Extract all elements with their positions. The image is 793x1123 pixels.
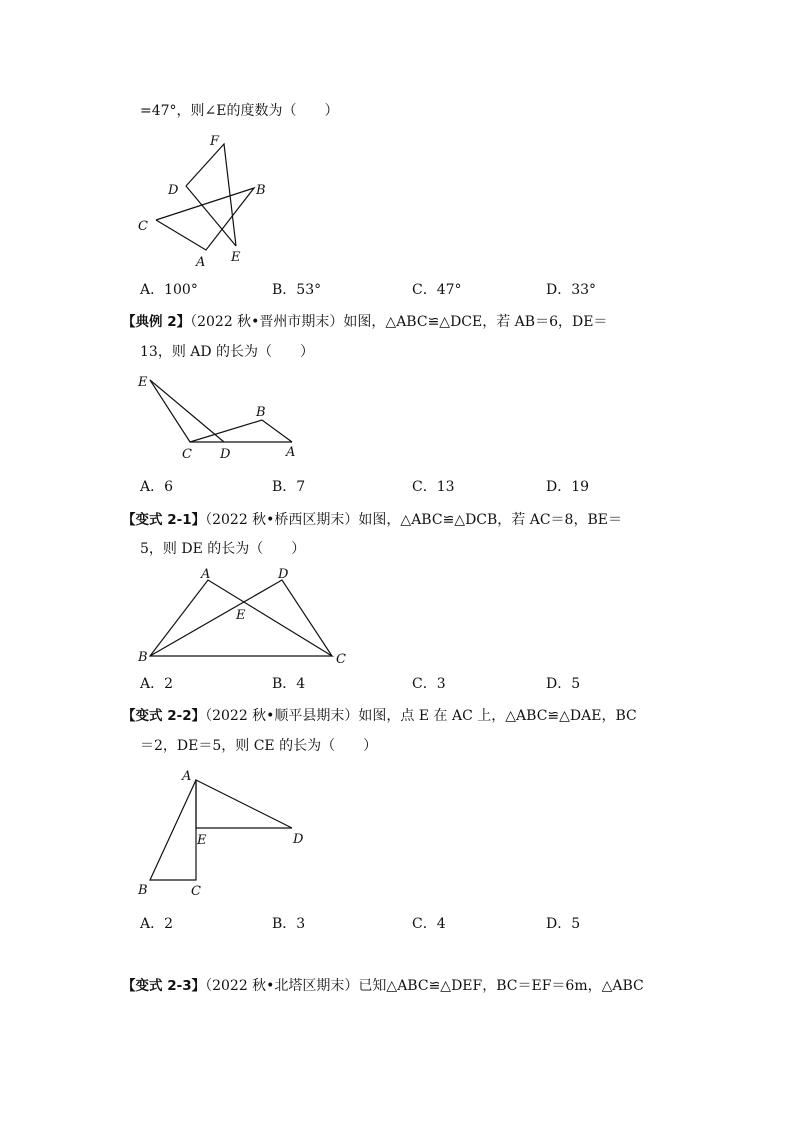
- q1-label-f: F: [210, 134, 220, 149]
- q1-label-b: B: [256, 183, 266, 198]
- q1-option-a[interactable]: A．100°: [140, 282, 198, 298]
- q4-label-d: D: [293, 832, 304, 847]
- q4-label-e: E: [197, 833, 207, 848]
- q4-tag: 【变式 2-2】: [122, 708, 206, 724]
- q3-label-a: A: [201, 567, 211, 582]
- q2-tag: 【典例 2】: [122, 314, 191, 330]
- q4-option-d[interactable]: D．5: [546, 916, 581, 932]
- q2-option-d[interactable]: D．19: [546, 479, 590, 495]
- q4-label-c: C: [191, 884, 201, 899]
- q3-stem-line2: 5，则 DE 的长为（ ）: [140, 541, 306, 557]
- q4-option-a[interactable]: A．2: [140, 916, 174, 932]
- q2-label-b: B: [256, 405, 266, 420]
- q3-text-line1: （2022 秋•桥西区期末）如图，△ABC≌△DCB，若 AC＝8，BE＝: [205, 512, 622, 528]
- q4-figure-triangle-ade: [196, 780, 292, 828]
- q5-tag: 【变式 2-3】: [122, 978, 206, 994]
- q4-text-line1: （2022 秋•顺平县期末）如图，点 E 在 AC 上，△ABC≌△DAE，BC: [205, 708, 637, 724]
- q3-label-e: E: [236, 608, 246, 623]
- q4-label-b: B: [138, 883, 148, 898]
- q1-option-b[interactable]: B．53°: [272, 282, 322, 298]
- q1-label-c: C: [138, 219, 148, 234]
- q2-label-a: A: [286, 445, 296, 460]
- q3-tag: 【变式 2-1】: [122, 512, 206, 528]
- q2-option-a[interactable]: A．6: [140, 479, 174, 495]
- q1-stem-tail: =47°，则∠E的度数为（ ）: [140, 103, 339, 119]
- q3-label-d: D: [278, 567, 289, 582]
- q2-option-b[interactable]: B．7: [272, 479, 306, 495]
- q4-option-b[interactable]: B．3: [272, 916, 306, 932]
- q3-label-b: B: [138, 650, 148, 665]
- q3-option-a[interactable]: A．2: [140, 676, 174, 692]
- q2-label-e: E: [138, 375, 148, 390]
- q1-label-e: E: [231, 250, 241, 265]
- q5-stem-line1: [122, 976, 644, 996]
- q2-label-c: C: [182, 447, 192, 462]
- q1-label-d: D: [168, 183, 179, 198]
- q4-stem-line2: ＝2，DE＝5，则 CE 的长为（ ）: [140, 738, 378, 754]
- q4-option-c[interactable]: C．4: [412, 916, 446, 932]
- q2-stem-line2: 13，则 AD 的长为（ ）: [140, 344, 315, 360]
- q2-text-line1: （2022 秋•晋州市期末）如图，△ABC≌△DCE，若 AB＝6，DE＝: [190, 314, 608, 330]
- q3-option-c[interactable]: C．3: [412, 676, 446, 692]
- q1-option-d[interactable]: D．33°: [546, 282, 597, 298]
- q3-label-c: C: [336, 652, 346, 667]
- q4-label-a: A: [182, 769, 192, 784]
- q2-label-d: D: [220, 447, 231, 462]
- q1-option-c[interactable]: C．47°: [412, 282, 462, 298]
- q3-option-d[interactable]: D．5: [546, 676, 581, 692]
- q5-text-line1: （2022 秋•北塔区期末）已知△ABC≌△DEF，BC＝EF＝6m，△ABC: [205, 978, 644, 994]
- q4-figure-triangle-abc: [150, 780, 196, 880]
- q2-option-c[interactable]: C．13: [412, 479, 455, 495]
- q3-option-b[interactable]: B．4: [272, 676, 306, 692]
- q1-label-a: A: [196, 255, 206, 270]
